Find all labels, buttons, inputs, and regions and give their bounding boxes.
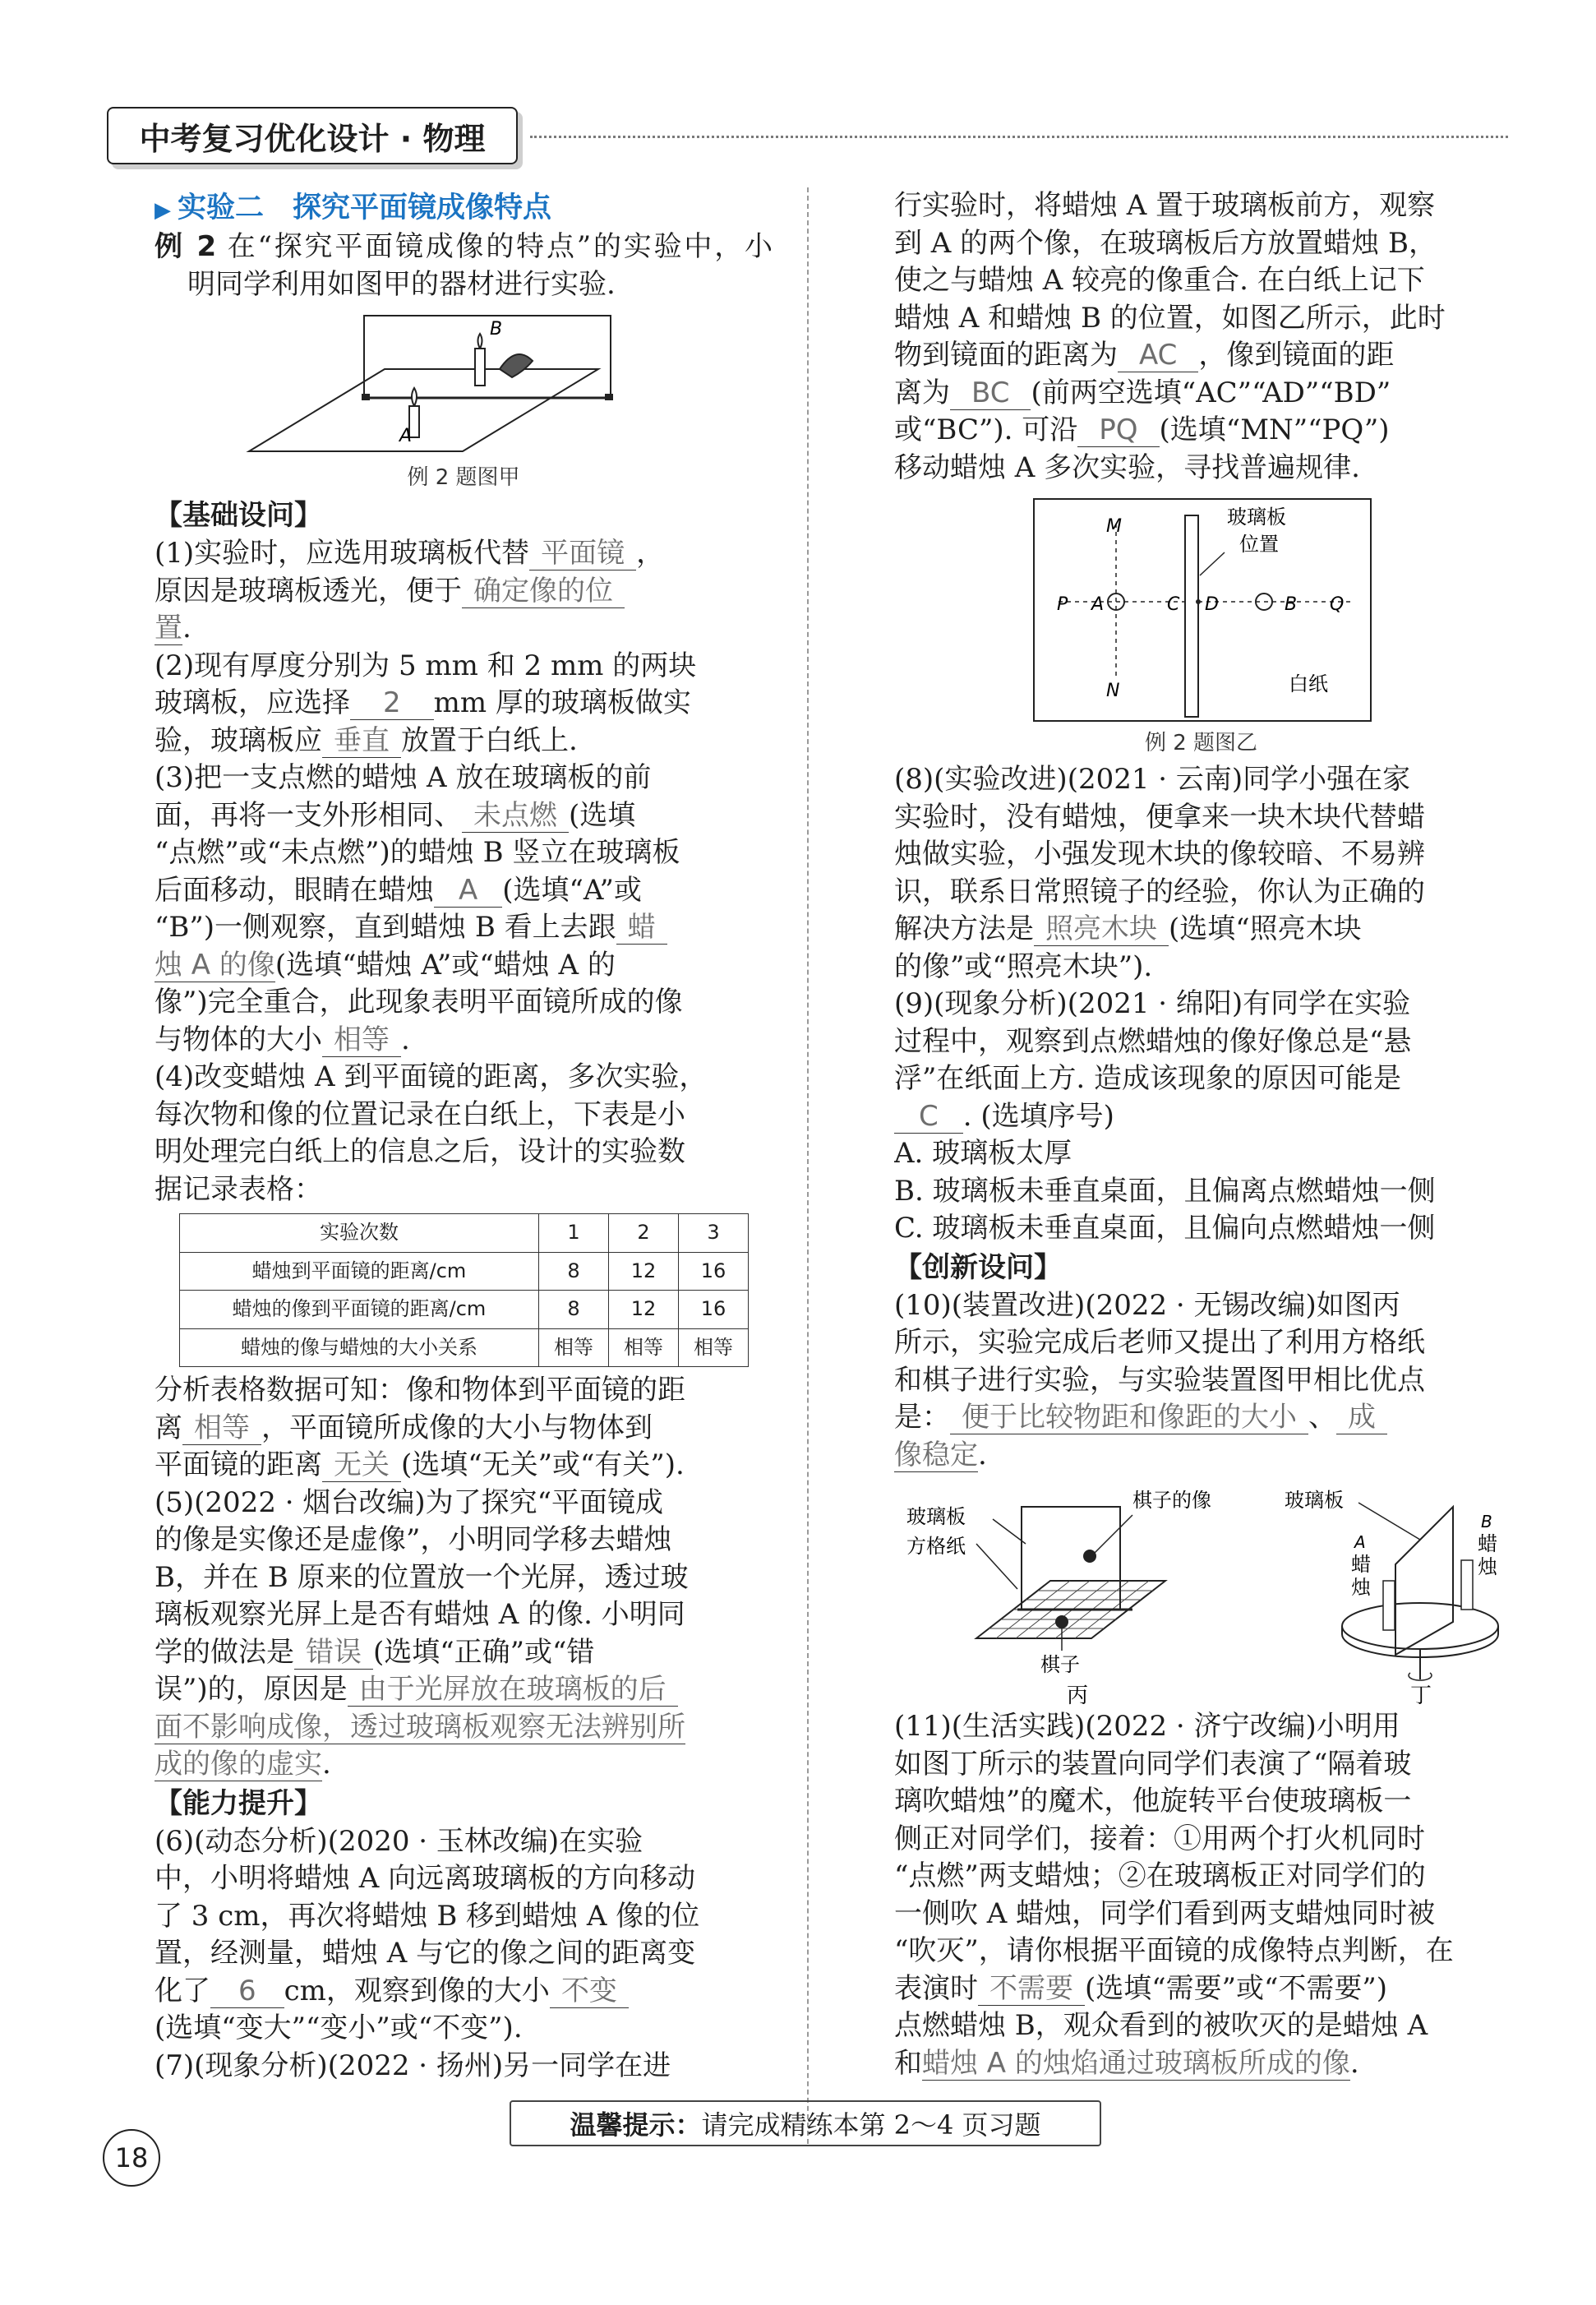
table-cell: 12 xyxy=(609,1291,679,1329)
label-glass: 玻璃板 xyxy=(1285,1489,1344,1512)
answer-blank: 蜡烛 A 的烛焰通过玻璃板所成的像 xyxy=(922,2046,1350,2080)
answer-blank: 错误 xyxy=(294,1636,373,1670)
section-title: ▶ 实验二 探究平面镜成像特点 xyxy=(155,192,552,224)
table-cell: 蜡烛到平面镜的距离/cm xyxy=(180,1252,539,1291)
text-line: 了 3 cm，再次将蜡烛 B 移到蜡烛 A 像的位 xyxy=(155,1899,700,1933)
left-column xyxy=(155,187,773,2085)
text-line: “B”)一侧观察，直到蜡烛 B 看上去跟 蜡 xyxy=(155,909,773,947)
text-line: 过程中，观察到点燃蜡烛的像好像总是“悬 xyxy=(894,1024,1412,1058)
answer-blank: 便于比较物距和像距的大小 xyxy=(950,1401,1308,1434)
section-heading: 【能力提升】 xyxy=(155,1786,322,1820)
text-line: 中，小明将蜡烛 A 向远离玻璃板的方向移动 xyxy=(155,1862,696,1895)
text-line: (4)改变蜡烛 A 到平面镜的距离，多次实验， xyxy=(155,1060,708,1093)
answer-blank: A xyxy=(434,874,502,908)
table-cell: 相等 xyxy=(609,1328,679,1367)
text-line: 一侧吹 A 蜡烛，同学们看到两支蜡烛同时被 xyxy=(894,1896,1436,1930)
text-line: (11)(生活实践)(2022 · 济宁改编)小明用 xyxy=(894,1710,1400,1743)
page-header xyxy=(107,107,518,164)
text-line: 所示，实验完成后老师又提出了利用方格纸 xyxy=(894,1326,1425,1359)
answer-blank: 照亮木块 xyxy=(1034,912,1169,946)
answer-blank: 蜡 xyxy=(616,911,667,945)
text-line: 与物体的大小 相等 . xyxy=(155,1023,410,1056)
right-column xyxy=(894,187,1508,2082)
text-line: 蜡烛 A 和蜡烛 B 的位置，如图乙所示，此时 xyxy=(894,301,1446,335)
text-line: 平面镜的距离 无关 (选填“无关”或“有关”). xyxy=(155,1448,685,1481)
text-line: 表演时 不需要 (选填“需要”或“不需要”) xyxy=(894,1971,1388,2005)
table-cell: 实验次数 xyxy=(180,1214,539,1253)
text-line: 如图丁所示的装置向同学们表演了“隔着玻 xyxy=(894,1747,1412,1781)
answer-blank: 无关 xyxy=(322,1448,401,1482)
text-line: 和棋子进行实验，与实验装置图甲相比优点 xyxy=(894,1363,1425,1397)
table-cell: 相等 xyxy=(539,1328,609,1367)
label-a: A xyxy=(1091,594,1105,615)
text-line: 成的像的虚实. xyxy=(155,1748,331,1781)
text-line: 识，联系日常照镜子的经验，你认为正确的 xyxy=(894,875,1425,908)
answer-blank: 不变 xyxy=(550,1975,629,2008)
text-line: 像稳定. xyxy=(894,1438,987,1471)
figure-caption: 例 2 题图乙 xyxy=(1144,731,1258,755)
table-cell: 16 xyxy=(679,1291,749,1329)
answer-blank: 成 xyxy=(1336,1401,1387,1434)
label-piece: 棋子 xyxy=(1040,1653,1080,1676)
label-q: Q xyxy=(1330,594,1345,615)
table-row xyxy=(180,1252,749,1291)
text-line: (1)实验时，应选用玻璃板代替 平面镜 ， xyxy=(155,537,665,570)
text-line: (8)(实验改进)(2021 · 云南)同学小强在家 xyxy=(894,763,1411,796)
table-cell: 蜡烛的像与蜡烛的大小关系 xyxy=(180,1328,539,1367)
answer-blank: 由于光屏放在玻璃板的后 xyxy=(348,1673,678,1707)
answer-blank: 成的像的虚实 xyxy=(155,1748,322,1781)
figure-bing xyxy=(906,1489,1211,1708)
label-d: D xyxy=(1205,594,1219,615)
text-line: 后面移动，眼睛在蜡烛 A (选填“A”或 xyxy=(155,873,642,907)
text-line: 置，经测量，蜡烛 A 与它的像之间的距离变 xyxy=(155,1937,696,1970)
text-line: C . (选填序号) xyxy=(894,1098,1508,1136)
answer-blank: 相等 xyxy=(322,1023,401,1057)
answer-blank: 平面镜 xyxy=(529,537,636,570)
text-line xyxy=(155,1709,773,1747)
answer-blank: C xyxy=(894,1100,963,1134)
text-line: 和蜡烛 A 的烛焰通过玻璃板所成的像. xyxy=(894,2046,1359,2080)
label-glass-1: 玻璃板 xyxy=(1227,506,1286,529)
label-candle-a-3: 烛 xyxy=(1351,1576,1371,1599)
text-line: C. 玻璃板未垂直桌面，且偏向点燃蜡烛一侧 xyxy=(894,1212,1436,1245)
text-line: B. 玻璃板未垂直桌面，且偏离点燃蜡烛一侧 xyxy=(894,1174,1436,1208)
label-candle-b-3: 烛 xyxy=(1478,1555,1497,1578)
answer-blank: 像稳定 xyxy=(894,1438,978,1471)
table-cell: 蜡烛的像到平面镜的距离/cm xyxy=(180,1291,539,1329)
text-line: 面，再将一支外形相同、 未点燃 (选填 xyxy=(155,798,636,832)
label-b: B xyxy=(1285,594,1298,615)
text-line: 每次物和像的位置记录在白纸上，下表是小 xyxy=(155,1097,685,1131)
text-line: 例 2 在“探究平面镜成像的特点”的实验中，小 xyxy=(155,230,773,263)
table-cell: 12 xyxy=(609,1252,679,1291)
answer-blank: PQ xyxy=(1077,413,1159,447)
text-line: 化了 6 cm，观察到像的大小 不变 xyxy=(155,1973,773,2011)
table-cell: 2 xyxy=(609,1214,679,1253)
figure-ding xyxy=(1285,1489,1498,1708)
table-cell: 相等 xyxy=(679,1328,749,1367)
table-row xyxy=(180,1291,749,1329)
text-line: 像”)完全重合，此现象表明平面镜所成的像 xyxy=(155,986,683,1019)
answer-blank: 未点燃 xyxy=(462,799,569,833)
text-line: 离为 BC (前两空选填“AC”“AD”“BD” xyxy=(894,376,1391,409)
column-divider xyxy=(807,187,809,2144)
text-line: 璃吹蜡烛”的魔术，他旋转平台使玻璃板一 xyxy=(894,1785,1412,1818)
label-candle-b: B xyxy=(1481,1512,1492,1531)
figure-label-b: B xyxy=(490,319,503,340)
page-number: 18 xyxy=(103,2129,160,2187)
answer-blank: 烛 A 的像 xyxy=(155,948,275,982)
answer-blank: 确定像的位 xyxy=(462,575,625,608)
label-n: N xyxy=(1106,681,1120,701)
text-line: 移动蜡烛 A 多次实验，寻找普遍规律. xyxy=(894,450,1360,484)
text-line: “吹灭”，请你根据平面镜的成像特点判断，在 xyxy=(894,1934,1454,1967)
label-candle-b-2: 蜡 xyxy=(1478,1532,1497,1555)
header-title: 中考复习优化设计 · 物理 xyxy=(139,120,486,157)
triangle-bullet-icon: ▶ xyxy=(155,198,171,223)
section-heading: 【基础设问】 xyxy=(155,499,322,532)
text-line: 明处理完白纸上的信息之后，设计的实验数 xyxy=(155,1135,685,1168)
figure-yi xyxy=(894,487,1508,725)
footer-tip xyxy=(510,2100,1101,2146)
text-line: 验，玻璃板应 垂直 放置于白纸上. xyxy=(155,723,578,757)
text-line: “点燃”或“未点燃”)的蜡烛 B 竖立在玻璃板 xyxy=(155,836,680,869)
tip-label: 温馨提示： xyxy=(570,2109,702,2141)
text-line: 浮”在纸面上方. 造成该现象的原因可能是 xyxy=(894,1062,1401,1095)
label-candle-a: A xyxy=(1354,1532,1366,1552)
label-glass-2: 位置 xyxy=(1239,533,1279,556)
label-m: M xyxy=(1106,516,1122,537)
figure-caption: 例 2 题图甲 xyxy=(407,465,520,490)
text-line: 点燃蜡烛 B，观众看到的被吹灭的是蜡烛 A xyxy=(894,2009,1428,2042)
answer-blank: 置 xyxy=(155,612,182,644)
table-cell: 1 xyxy=(539,1214,609,1253)
text-line: 离 相等 ，平面镜所成像的大小与物体到 xyxy=(155,1411,653,1444)
answer-blank: 2 xyxy=(350,686,434,720)
answer-blank: 不需要 xyxy=(978,1972,1085,2006)
text-line: (3)把一支点燃的蜡烛 A 放在玻璃板的前 xyxy=(155,761,652,794)
text-line: 的像是实像还是虚像”，小明同学移去蜡烛 xyxy=(155,1523,672,1556)
tip-text: 请完成精练本第 2～4 页习题 xyxy=(701,2109,1041,2141)
header-dotted-rule xyxy=(530,136,1508,138)
text-line: 是： 便于比较物距和像距的大小 、 成 xyxy=(894,1399,1508,1437)
answer-blank: 6 xyxy=(210,1975,284,2008)
label-grid-paper: 方格纸 xyxy=(906,1535,966,1558)
text-line: 实验时，没有蜡烛，便拿来一块木块代替蜡 xyxy=(894,800,1425,834)
text-line: 烛 A 的像(选填“蜡烛 A”或“蜡烛 A 的 xyxy=(155,948,616,982)
section-heading: 【创新设问】 xyxy=(894,1250,1062,1284)
label-candle-a-2: 蜡 xyxy=(1351,1553,1371,1576)
text-line: 明同学利用如图甲的器材进行实验. xyxy=(187,267,616,301)
text-line: 玻璃板，应选择 2 mm 厚的玻璃板做实 xyxy=(155,686,691,719)
text-line: (2)现有厚度分别为 5 mm 和 2 mm 的两块 xyxy=(155,649,697,682)
table-row xyxy=(180,1328,749,1367)
answer-blank: 相等 xyxy=(182,1411,261,1445)
text-line: 烛做实验，小强发现木块的像较暗、不易辨 xyxy=(894,838,1425,871)
label-c: C xyxy=(1167,594,1180,615)
label-glass: 玻璃板 xyxy=(906,1505,966,1528)
answer-blank: BC xyxy=(950,376,1031,410)
text-line: 分析表格数据可知：像和物体到平面镜的距 xyxy=(155,1374,685,1407)
figure-bing-ding xyxy=(894,1474,1508,1708)
text-line: “点燃”两支蜡烛；②在玻璃板正对同学们的 xyxy=(894,1859,1426,1892)
answer-blank: 面不影响成像，透过玻璃板观察无法辨别所 xyxy=(155,1710,685,1744)
text-line: (10)(装置改进)(2022 · 无锡改编)如图丙 xyxy=(894,1288,1400,1322)
table-cell: 16 xyxy=(679,1252,749,1291)
text-line: 或“BC”). 可沿 PQ (选填“MN”“PQ”) xyxy=(894,413,1390,446)
answer-blank: AC xyxy=(1118,339,1198,372)
label-paper: 白纸 xyxy=(1289,672,1328,695)
table-row xyxy=(180,1214,749,1253)
text-line: (选填“变大”“变小”或“不变”). xyxy=(155,2012,523,2044)
figure-label-a: A xyxy=(399,426,413,446)
text-line: 学的做法是 错误 (选填“正确”或“错 xyxy=(155,1635,595,1669)
text-line: (7)(现象分析)(2022 · 扬州)另一同学在进 xyxy=(155,2049,671,2082)
text-line: 置. xyxy=(155,612,191,644)
text-line: 物到镜面的距离为 AC ，像到镜面的距 xyxy=(894,339,1395,372)
text-line: 璃板观察光屏上是否有蜡烛 A 的像. 小明同 xyxy=(155,1598,685,1631)
text-line: (6)(动态分析)(2020 · 玉林改编)在实验 xyxy=(155,1824,643,1858)
text-line: 的像”或“照亮木块”). xyxy=(894,949,1153,983)
text-line: 误”)的，原因是 由于光屏放在玻璃板的后 xyxy=(155,1671,773,1709)
table-cell: 8 xyxy=(539,1291,609,1329)
text-line: 到 A 的两个像，在玻璃板后方放置蜡烛 B， xyxy=(894,226,1437,260)
label-piece-image: 棋子的像 xyxy=(1132,1489,1211,1512)
text-line: B，并在 B 原来的位置放一个光屏，透过玻 xyxy=(155,1560,689,1594)
text-line: A. 玻璃板太厚 xyxy=(894,1137,1072,1170)
text-line: (9)(现象分析)(2021 · 绵阳)有同学在实验 xyxy=(894,987,1411,1020)
text-line: 解决方法是 照亮木块 (选填“照亮木块 xyxy=(894,912,1362,945)
text-line: 原因是玻璃板透光，便于 确定像的位 xyxy=(155,573,773,611)
data-table xyxy=(179,1213,749,1367)
text-line: 据记录表格： xyxy=(155,1172,322,1206)
text-line: 行实验时，将蜡烛 A 置于玻璃板前方，观察 xyxy=(894,189,1436,222)
table-cell: 8 xyxy=(539,1252,609,1291)
text-line: (5)(2022 · 烟台改编)为了探究“平面镜成 xyxy=(155,1485,664,1519)
answer-blank: 垂直 xyxy=(322,724,401,758)
table-cell: 3 xyxy=(679,1214,749,1253)
text-line: 侧正对同学们，接着：①用两个打火机同时 xyxy=(894,1822,1425,1855)
figure-caption-bing: 丙 xyxy=(1067,1684,1089,1708)
text-line: 使之与蜡烛 A 较亮的像重合. 在白纸上记下 xyxy=(894,264,1425,297)
label-p: P xyxy=(1057,594,1068,615)
figure-jia xyxy=(155,303,773,460)
figure-caption-ding: 丁 xyxy=(1410,1684,1432,1708)
